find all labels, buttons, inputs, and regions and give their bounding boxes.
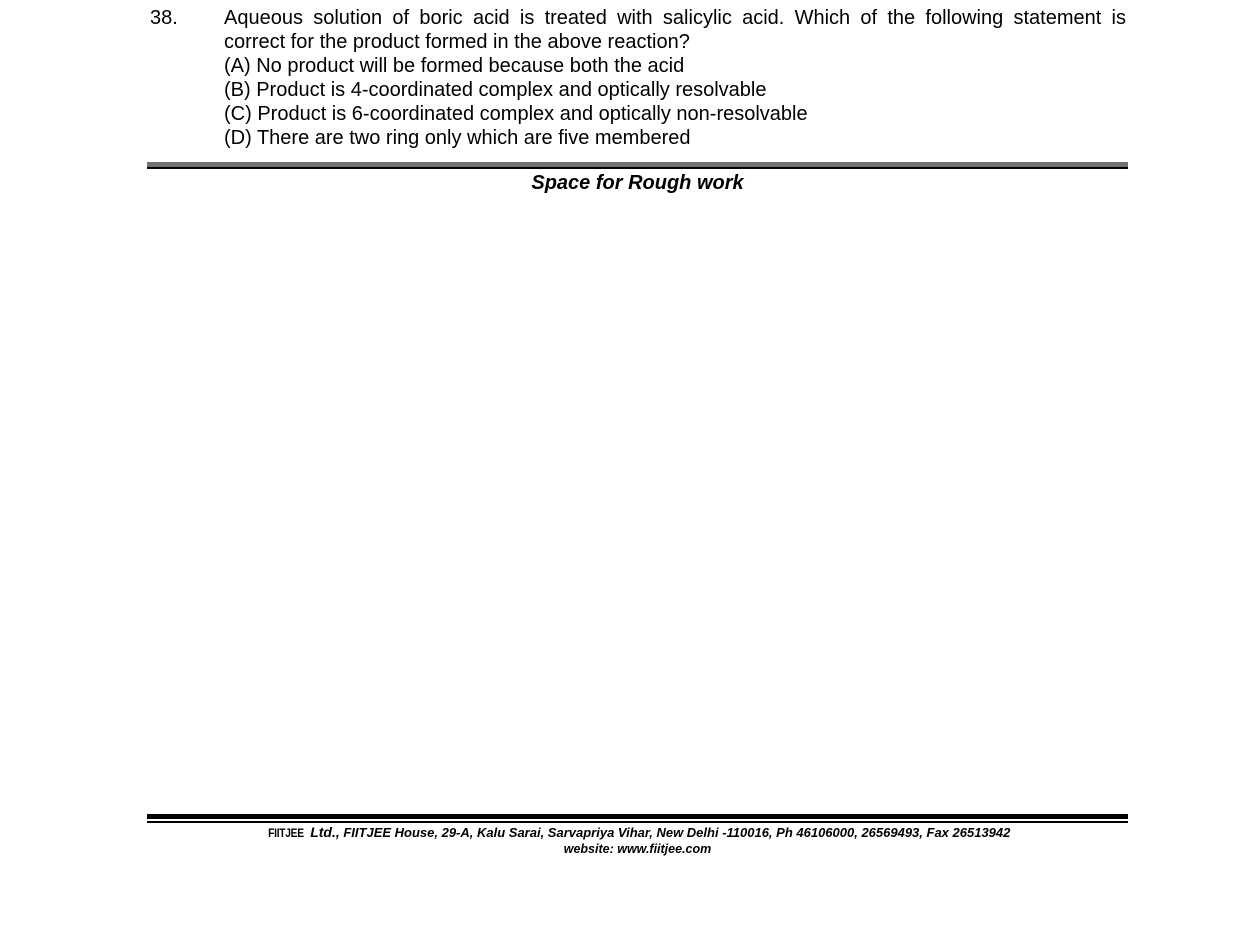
- footer-address: FIITJEE House, 29-A, Kalu Sarai, Sarvapriya Vihar, New Delhi -110016, Ph 46106000, 26569493, Fax 26513942: [343, 825, 1011, 840]
- footer-ltd: Ltd.,: [310, 824, 340, 840]
- footer-website: website: www.fiitjee.com: [563, 842, 712, 856]
- page-footer: [147, 824, 1128, 857]
- footer-brand: FIITJEE: [267, 826, 304, 840]
- question-body: [224, 6, 1126, 150]
- rough-work-heading: Space for Rough work: [531, 172, 744, 194]
- option-c: (C) Product is 6-coordinated complex and optically non-resolvable: [224, 103, 808, 125]
- option-b: (B) Product is 4-coordinated complex and optically resolvable: [224, 79, 767, 101]
- question-number: 38.: [150, 7, 178, 29]
- option-d: (D) There are two ring only which are five membered: [224, 127, 691, 149]
- question-stem-line-1: Aqueous solution of boric acid is treated with salicylic acid. Which of the following statement is: [224, 7, 1126, 29]
- footer-divider: [147, 814, 1128, 823]
- question-stem: [224, 6, 1126, 54]
- option-a: (A) No product will be formed because both the acid: [224, 55, 685, 77]
- question-stem-line-2: correct for the product formed in the above reaction?: [224, 31, 690, 53]
- top-divider: [147, 162, 1128, 169]
